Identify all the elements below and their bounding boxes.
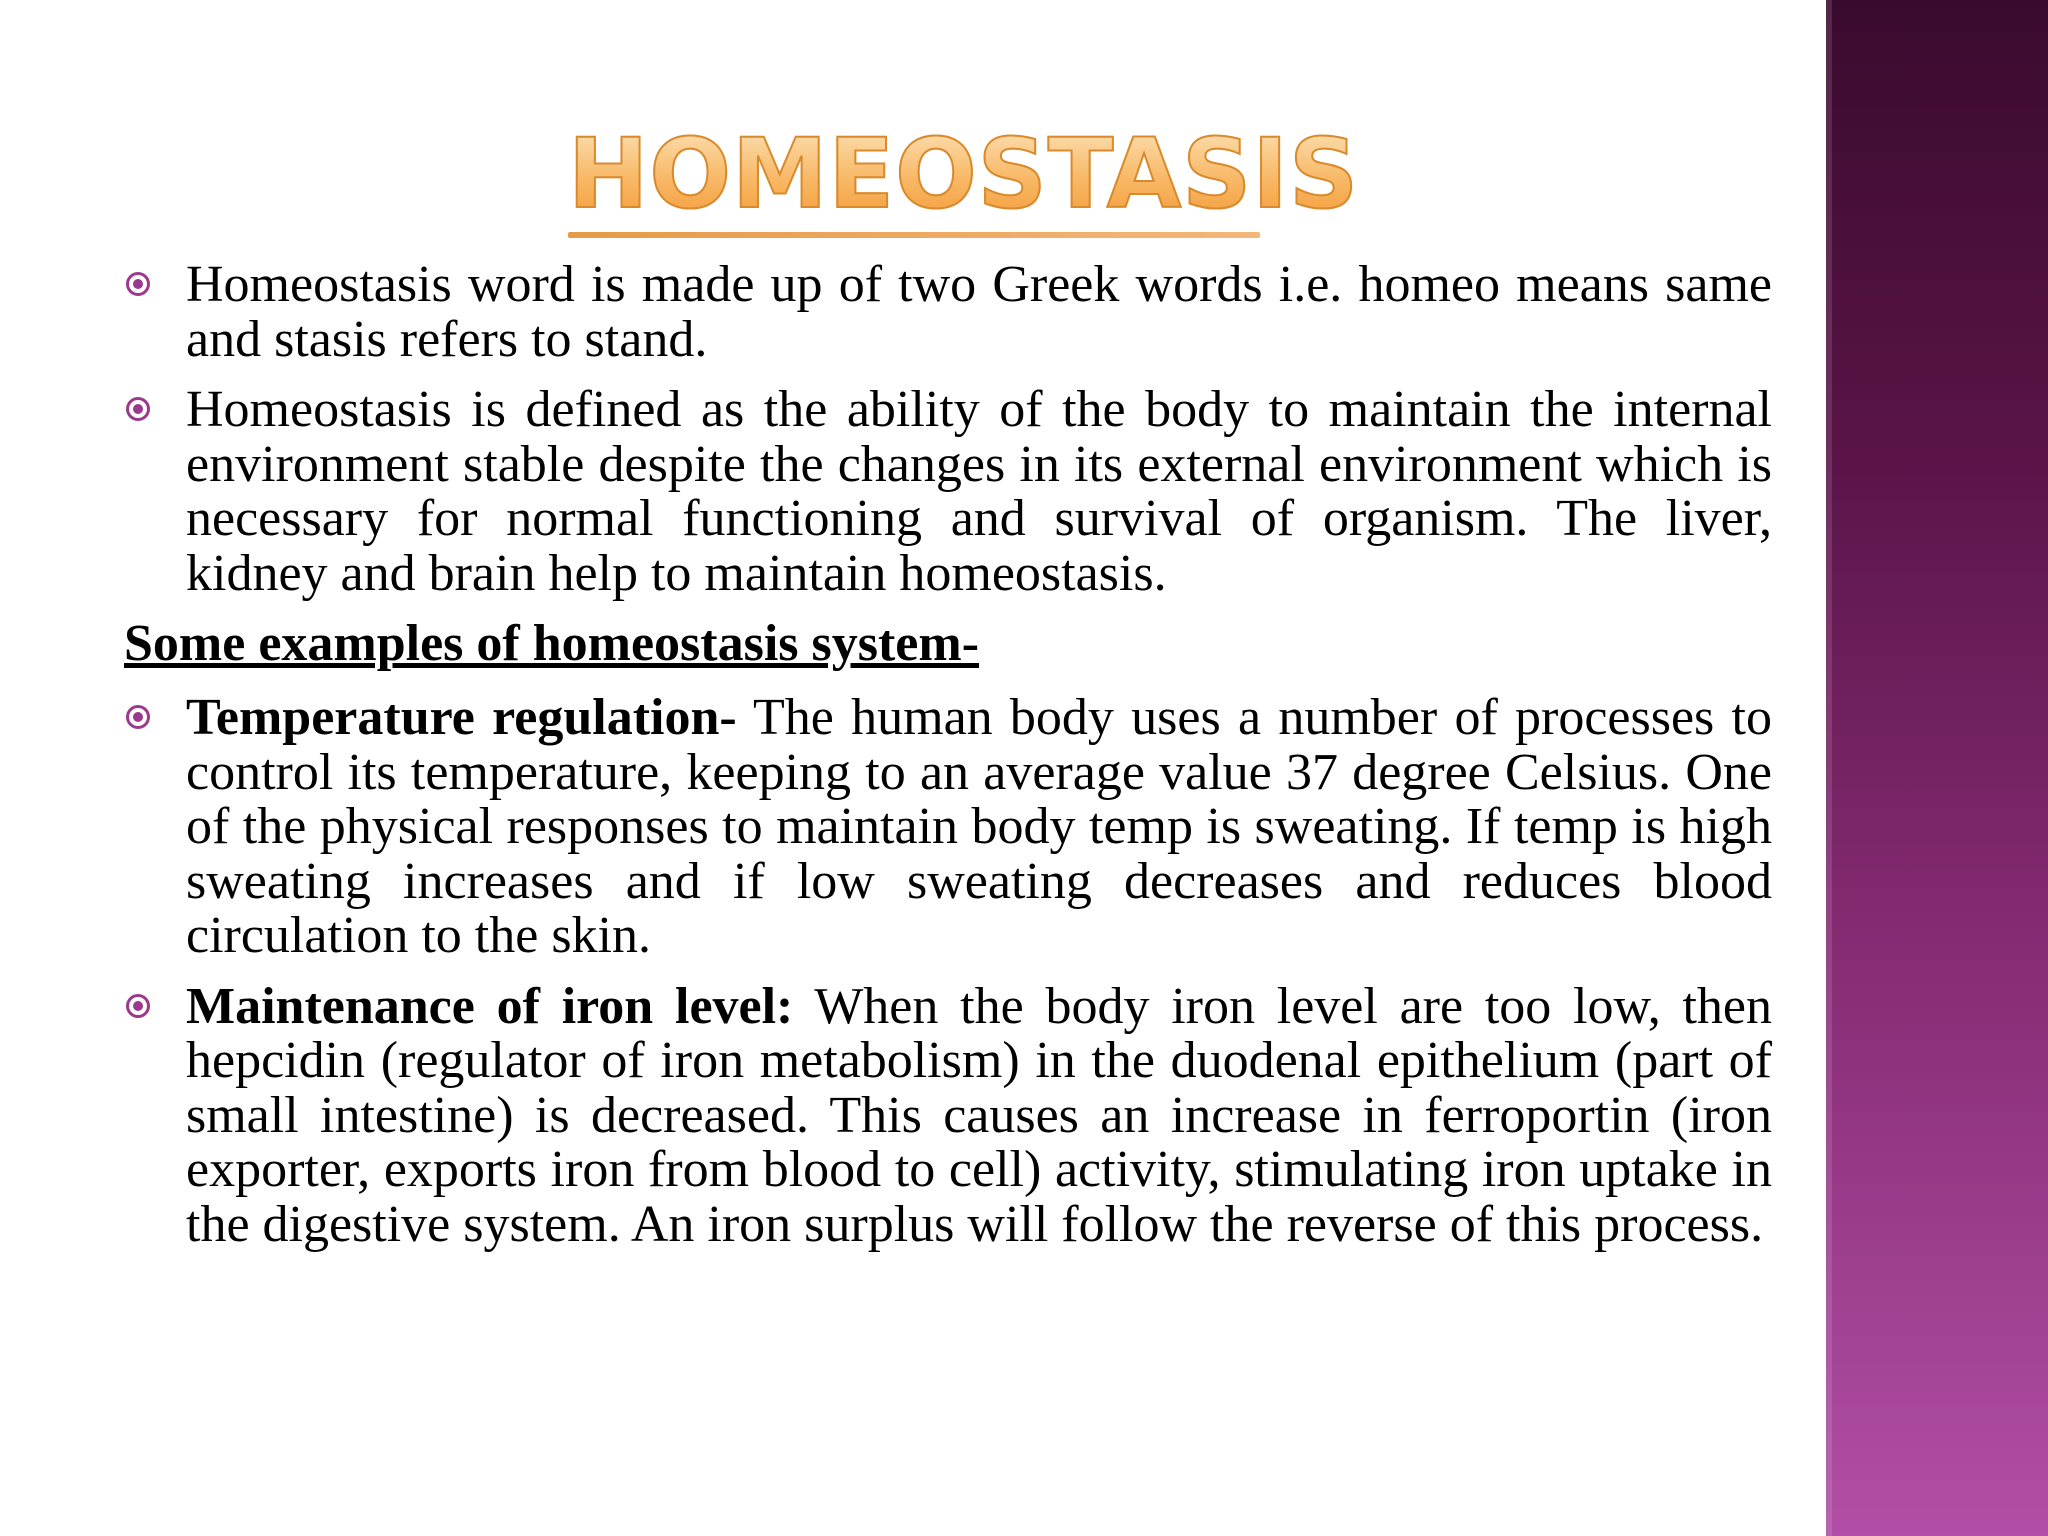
bullet-item-definition	[118, 383, 1772, 601]
slide-content	[118, 258, 1772, 1268]
bullet-icon	[126, 272, 150, 296]
title-block	[568, 118, 1360, 242]
bullet-icon	[126, 397, 150, 421]
bullet-item-temperature	[118, 691, 1772, 964]
bullet-item-etymology	[118, 258, 1772, 367]
section-heading: Some examples of homeostasis system-	[124, 615, 980, 672]
title-underline	[568, 232, 1260, 238]
bullet-text: When the body iron level are too low, then hepcidin (regulator of iron metabolism) in the duodenal epithelium (part of small intestine) is decreased. This causes an increase in ferroportin (iron exporter, exports iron from blood to cell) activity, stimulating iron uptake in the digestive system. An iron surplus will follow the reverse of this process.	[186, 977, 1772, 1253]
bullet-text: Homeostasis is defined as the ability of the body to maintain the internal environment stable despite the changes in its external environment which is necessary for normal functioning and survival of organism. The liver, kidney and brain help to maintain homeostasis.	[186, 381, 1772, 602]
slide-title: HOMEOSTASIS	[568, 118, 1360, 230]
bullet-text: Homeostasis word is made up of two Greek words i.e. homeo means same and stasis refers to stand.	[186, 256, 1772, 368]
bullet-term: Maintenance of iron level:	[186, 977, 794, 1035]
bullet-icon	[126, 994, 150, 1018]
bullet-term: Temperature regulation-	[186, 689, 737, 746]
bullet-icon	[126, 705, 150, 729]
bullet-item-iron	[118, 977, 1772, 1253]
bullet-text: The human body uses a number of processes to control its temperature, keeping to an average value 37 degree Celsius. One of the physical responses to maintain body temp is sweating. If temp is high sweating increases and if low sweating decreases and reduces blood circulation to the skin.	[186, 689, 1773, 964]
decorative-side-band	[1826, 0, 2048, 1536]
